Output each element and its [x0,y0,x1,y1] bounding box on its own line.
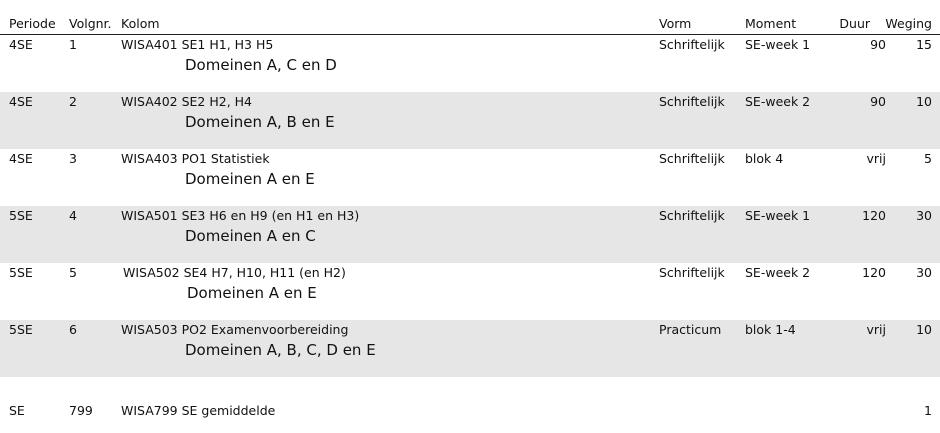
row-volgnr: 2 [69,94,77,109]
header-periode: Periode [9,16,56,31]
row-moment: SE-week 2 [745,265,811,280]
row-volgnr: 5 [69,265,77,280]
row-kolom: WISA503 PO2 Examenvoorbereiding [121,322,349,337]
row-domeinen: Domeinen A, B en E [185,113,335,131]
header-vorm: Vorm [659,16,692,31]
table-row [0,320,940,377]
header-duur: Duur [839,16,870,31]
row-periode: 4SE [9,151,33,166]
row-vorm: Schriftelijk [659,37,725,52]
row-moment: SE-week 1 [745,208,811,223]
row-kolom: WISA402 SE2 H2, H4 [121,94,253,109]
summary-weging: 1 [924,403,932,418]
table-row [0,35,940,92]
row-domeinen: Domeinen A en E [187,284,317,302]
row-domeinen: Domeinen A, B, C, D en E [185,341,376,359]
row-vorm: Schriftelijk [659,265,725,280]
row-domeinen: Domeinen A, C en D [185,56,337,74]
row-duur: vrij [866,151,886,166]
row-moment: blok 4 [745,151,784,166]
row-weging: 10 [916,94,932,109]
row-volgnr: 6 [69,322,77,337]
row-periode: 4SE [9,94,33,109]
summary-periode: SE [9,403,25,418]
row-duur: 90 [870,94,886,109]
header-moment: Moment [745,16,797,31]
row-vorm: Practicum [659,322,722,337]
row-kolom: WISA501 SE3 H6 en H9 (en H1 en H3) [121,208,360,223]
row-weging: 30 [916,265,932,280]
row-vorm: Schriftelijk [659,151,725,166]
row-vorm: Schriftelijk [659,208,725,223]
row-weging: 15 [916,37,932,52]
summary-row [0,401,940,423]
header-weging: Weging [885,16,932,31]
row-vorm: Schriftelijk [659,94,725,109]
row-moment: SE-week 2 [745,94,811,109]
row-duur: 90 [870,37,886,52]
row-weging: 5 [924,151,932,166]
row-domeinen: Domeinen A en E [185,170,315,188]
table-row [0,206,940,263]
row-moment: SE-week 1 [745,37,811,52]
table-body [0,35,940,377]
row-kolom: WISA401 SE1 H1, H3 H5 [121,37,274,52]
row-periode: 5SE [9,208,33,223]
table-row [0,92,940,149]
row-duur: 120 [862,265,886,280]
row-moment: blok 1-4 [745,322,796,337]
row-periode: 5SE [9,322,33,337]
row-weging: 10 [916,322,932,337]
summary-volgnr: 799 [69,403,93,418]
row-kolom: WISA502 SE4 H7, H10, H11 (en H2) [123,265,346,280]
header-volgnr: Volgnr. [69,16,112,31]
row-volgnr: 1 [69,37,77,52]
row-volgnr: 4 [69,208,77,223]
row-volgnr: 3 [69,151,77,166]
table-row [0,149,940,206]
table-row [0,263,940,320]
row-duur: vrij [866,322,886,337]
row-domeinen: Domeinen A en C [185,227,316,245]
row-periode: 5SE [9,265,33,280]
table-header [0,0,940,35]
summary-kolom: WISA799 SE gemiddelde [121,403,276,418]
row-weging: 30 [916,208,932,223]
row-duur: 120 [862,208,886,223]
row-periode: 4SE [9,37,33,52]
row-kolom: WISA403 PO1 Statistiek [121,151,270,166]
header-kolom: Kolom [121,16,160,31]
